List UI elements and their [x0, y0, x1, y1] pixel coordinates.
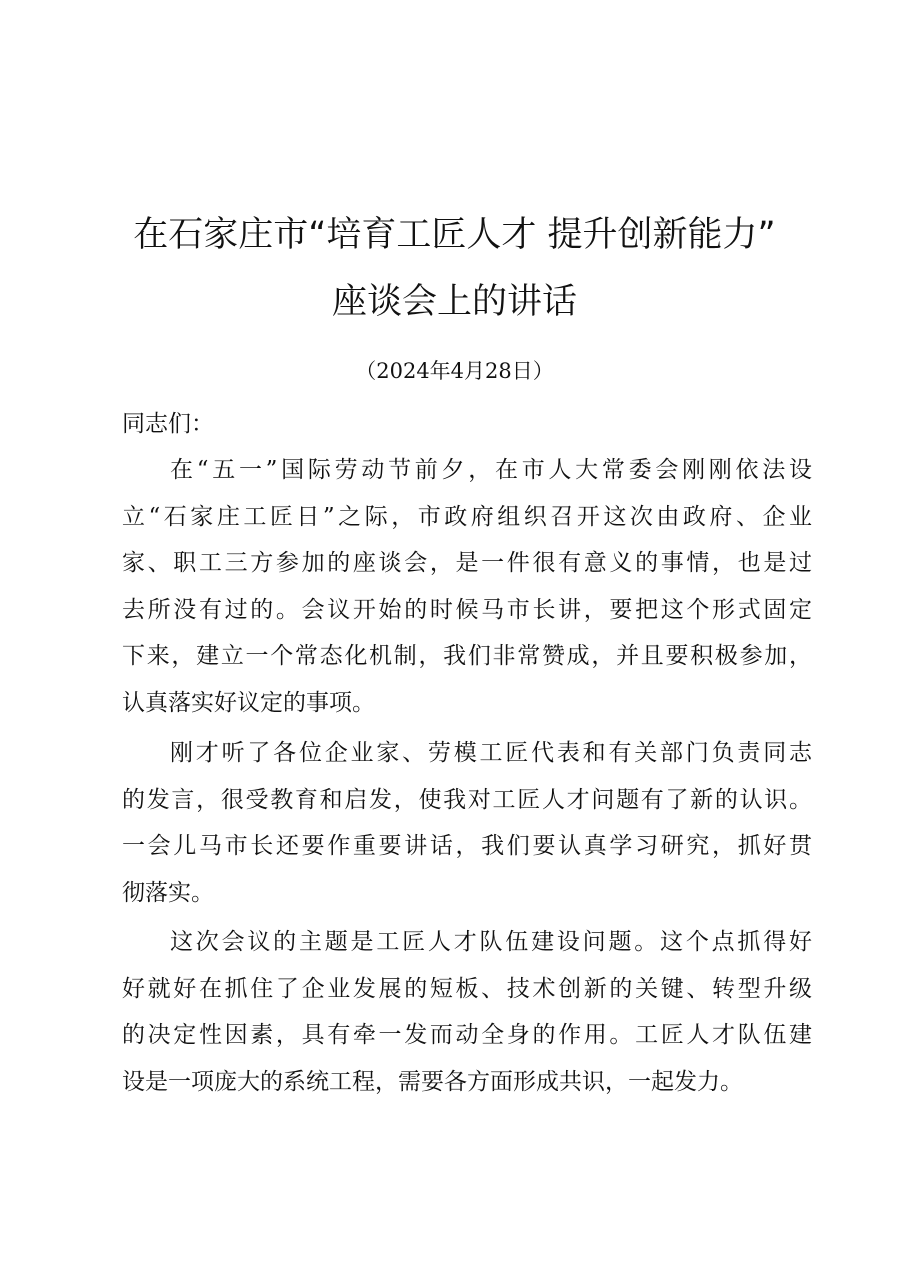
- paragraph-line: 下来，建立一个常态化机制，我们非常赞成，并且要积极参加，: [122, 643, 812, 669]
- paragraph-2: [122, 730, 812, 916]
- paragraph-line: 彻落实。: [122, 879, 214, 906]
- salutation: 同志们：: [122, 411, 214, 437]
- paragraph-line: 去所没有过的。会议开始的时候马市长讲，要把这个形式固定: [122, 596, 812, 623]
- paragraph-1: [122, 447, 812, 726]
- document-title-line-1: 在石家庄市“培育工匠人才 提升创新能力”: [133, 215, 776, 255]
- paragraph-line: 在“五一”国际劳动节前夕，在市人大常委会刚刚依法设: [170, 457, 812, 483]
- paragraph-line: 一会儿马市长还要作重要讲话，我们要认真学习研究，抓好贯: [122, 833, 812, 859]
- paragraph-line: 家、职工三方参加的座谈会，是一件很有意义的事情，也是过: [122, 550, 812, 576]
- paragraph-line: 认真落实好议定的事项。: [122, 689, 375, 716]
- paragraph-line: 设是一项庞大的系统工程，需要各方面形成共识，一起发力。: [122, 1068, 743, 1095]
- paragraph-line: 的决定性因素，具有牵一发而动全身的作用。工匠人才队伍建: [122, 1022, 812, 1048]
- paragraph-3: [122, 919, 812, 1105]
- paragraph-line: 的发言，很受教育和启发，使我对工匠人才问题有了新的认识。: [122, 786, 812, 813]
- paragraph-line: 刚才听了各位企业家、劳模工匠代表和有关部门负责同志: [170, 740, 812, 766]
- paragraph-line: 好就好在抓住了企业发展的短板、技术创新的关键、转型升级: [122, 975, 812, 1002]
- paragraph-line: 立“石家庄工匠日”之际，市政府组织召开这次由政府、企业: [122, 503, 812, 530]
- document-title-line-2: 座谈会上的讲话: [331, 282, 577, 322]
- document-date: （2024年4月28日）: [355, 359, 554, 383]
- paragraph-line: 这次会议的主题是工匠人才队伍建设问题。这个点抓得好: [170, 929, 812, 955]
